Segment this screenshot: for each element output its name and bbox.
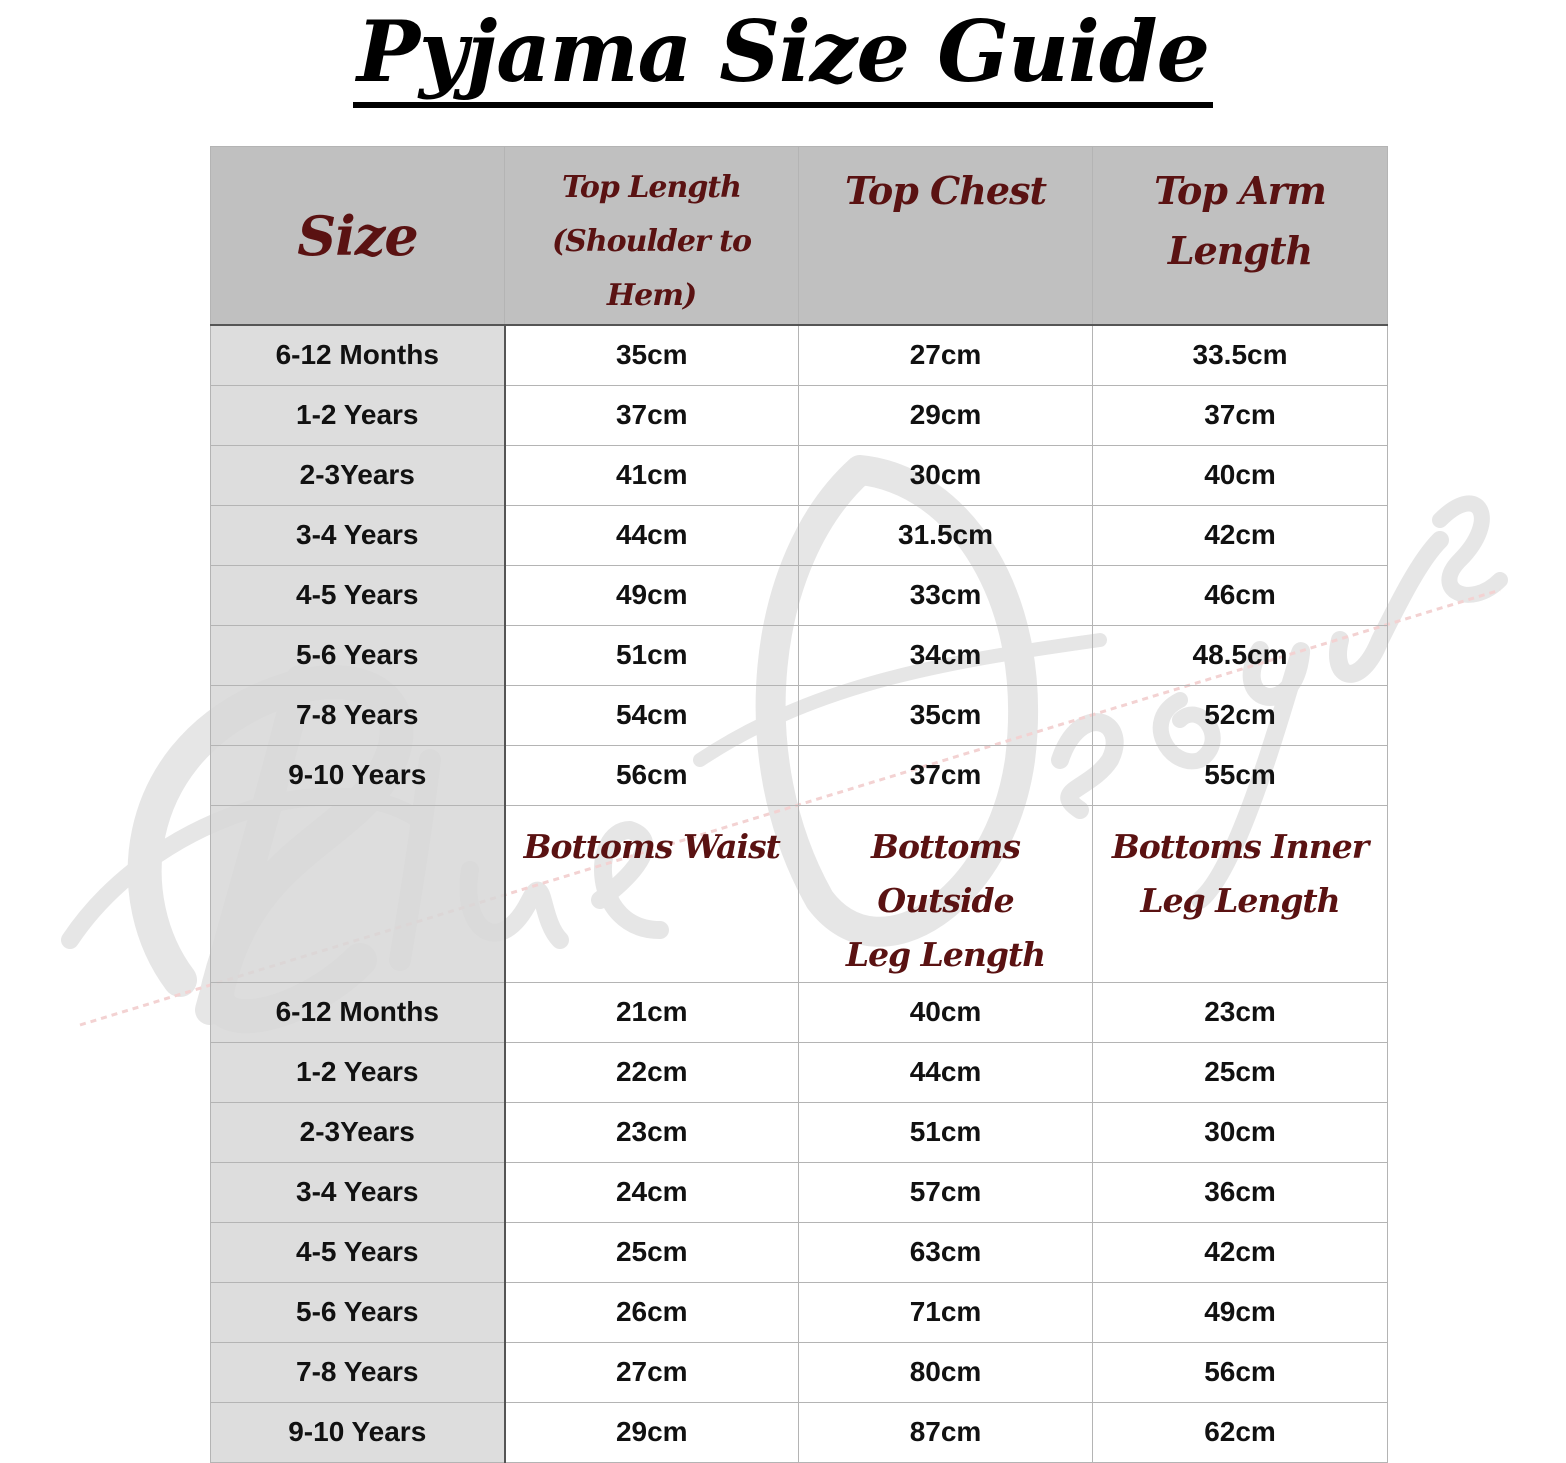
bottoms-waist-value: 27cm bbox=[505, 1342, 799, 1402]
top-arm-value: 42cm bbox=[1093, 505, 1388, 565]
bottoms-outside-leg-value: 63cm bbox=[799, 1222, 1093, 1282]
bottoms-outside-leg-value: 40cm bbox=[799, 982, 1093, 1042]
size-label: 9-10 Years bbox=[211, 745, 505, 805]
page-title-wrapper bbox=[0, 2, 1566, 108]
bottoms-waist-value: 26cm bbox=[505, 1282, 799, 1342]
bottoms-inner-leg-header-cell bbox=[1093, 805, 1388, 982]
page-title: Pyjama Size Guide bbox=[353, 2, 1213, 108]
bottoms-waist-value: 29cm bbox=[505, 1402, 799, 1462]
size-label: 1-2 Years bbox=[211, 1042, 505, 1102]
table-row bbox=[211, 685, 1388, 745]
top-length-value: 44cm bbox=[505, 505, 799, 565]
table-row bbox=[211, 565, 1388, 625]
top-arm-value: 37cm bbox=[1093, 385, 1388, 445]
table-row bbox=[211, 1042, 1388, 1102]
top-chest-value: 33cm bbox=[799, 565, 1093, 625]
top-arm-value: 46cm bbox=[1093, 565, 1388, 625]
bottoms-inner-leg-value: 23cm bbox=[1093, 982, 1388, 1042]
table-row bbox=[211, 1282, 1388, 1342]
table-row bbox=[211, 1102, 1388, 1162]
bottoms-inner-leg-value: 36cm bbox=[1093, 1162, 1388, 1222]
top-chest-value: 30cm bbox=[799, 445, 1093, 505]
size-label: 2-3Years bbox=[211, 1102, 505, 1162]
bottoms-outside-leg-value: 51cm bbox=[799, 1102, 1093, 1162]
size-label: 3-4 Years bbox=[211, 505, 505, 565]
bottoms-outside-leg-value: 80cm bbox=[799, 1342, 1093, 1402]
bottoms-inner-leg-value: 25cm bbox=[1093, 1042, 1388, 1102]
top-chest-value: 34cm bbox=[799, 625, 1093, 685]
bottoms-inner-leg-value: 42cm bbox=[1093, 1222, 1388, 1282]
top-arm-value: 48.5cm bbox=[1093, 625, 1388, 685]
bottoms-inner-leg-value: 56cm bbox=[1093, 1342, 1388, 1402]
top-length-header-cell bbox=[505, 147, 799, 326]
table-row bbox=[211, 445, 1388, 505]
bottoms-header-row bbox=[211, 805, 1388, 982]
top-length-value: 56cm bbox=[505, 745, 799, 805]
bottoms-waist-value: 25cm bbox=[505, 1222, 799, 1282]
size-label: 4-5 Years bbox=[211, 1222, 505, 1282]
top-arm-header-line2: Length bbox=[1167, 228, 1313, 273]
bottoms-outside-leg-value: 87cm bbox=[799, 1402, 1093, 1462]
size-label: 3-4 Years bbox=[211, 1162, 505, 1222]
size-label: 9-10 Years bbox=[211, 1402, 505, 1462]
bottoms-inner-leg-header: Bottoms Inner bbox=[1111, 826, 1369, 866]
top-arm-value: 55cm bbox=[1093, 745, 1388, 805]
top-chest-value: 31.5cm bbox=[799, 505, 1093, 565]
bottoms-waist-value: 24cm bbox=[505, 1162, 799, 1222]
bottoms-inner-leg-header-line2: Leg Length bbox=[1140, 880, 1340, 920]
table-row bbox=[211, 1402, 1388, 1462]
top-arm-header: Top Arm bbox=[1154, 168, 1326, 213]
top-arm-value: 40cm bbox=[1093, 445, 1388, 505]
top-arm-value: 33.5cm bbox=[1093, 325, 1388, 385]
table-row bbox=[211, 1342, 1388, 1402]
top-arm-header-cell bbox=[1093, 147, 1388, 326]
bottoms-inner-leg-value: 49cm bbox=[1093, 1282, 1388, 1342]
size-header: Size bbox=[297, 203, 418, 268]
bottoms-waist-value: 23cm bbox=[505, 1102, 799, 1162]
table-row bbox=[211, 1162, 1388, 1222]
bottoms-outside-leg-value: 71cm bbox=[799, 1282, 1093, 1342]
bottoms-outside-leg-value: 57cm bbox=[799, 1162, 1093, 1222]
size-label: 6-12 Months bbox=[211, 325, 505, 385]
table-row bbox=[211, 745, 1388, 805]
bottoms-waist-header-cell bbox=[505, 805, 799, 982]
top-length-value: 49cm bbox=[505, 565, 799, 625]
top-length-value: 51cm bbox=[505, 625, 799, 685]
top-length-value: 37cm bbox=[505, 385, 799, 445]
bottoms-waist-value: 21cm bbox=[505, 982, 799, 1042]
bottoms-size-header-cell bbox=[211, 805, 505, 982]
bottoms-outside-leg-header-cell bbox=[799, 805, 1093, 982]
bottoms-outside-leg-header: Bottoms Outside bbox=[871, 826, 1020, 920]
size-label: 7-8 Years bbox=[211, 1342, 505, 1402]
table-row bbox=[211, 982, 1388, 1042]
table-row bbox=[211, 1222, 1388, 1282]
bottoms-outside-leg-header-line2: Leg Length bbox=[845, 934, 1046, 974]
bottoms-outside-leg-value: 44cm bbox=[799, 1042, 1093, 1102]
top-chest-value: 37cm bbox=[799, 745, 1093, 805]
top-length-value: 41cm bbox=[505, 445, 799, 505]
bottoms-waist-value: 22cm bbox=[505, 1042, 799, 1102]
table-row bbox=[211, 505, 1388, 565]
size-label: 1-2 Years bbox=[211, 385, 505, 445]
size-header-cell bbox=[211, 147, 505, 326]
tops-header-row bbox=[211, 147, 1388, 326]
top-chest-value: 35cm bbox=[799, 685, 1093, 745]
table-row bbox=[211, 325, 1388, 385]
size-label: 7-8 Years bbox=[211, 685, 505, 745]
size-label: 5-6 Years bbox=[211, 1282, 505, 1342]
top-chest-header-cell bbox=[799, 147, 1093, 326]
bottoms-inner-leg-value: 30cm bbox=[1093, 1102, 1388, 1162]
top-length-value: 54cm bbox=[505, 685, 799, 745]
top-chest-value: 29cm bbox=[799, 385, 1093, 445]
size-label: 2-3Years bbox=[211, 445, 505, 505]
bottoms-waist-header: Bottoms Waist bbox=[523, 826, 780, 866]
top-chest-header: Top Chest bbox=[844, 168, 1047, 213]
size-label: 6-12 Months bbox=[211, 982, 505, 1042]
table-row bbox=[211, 385, 1388, 445]
bottoms-inner-leg-value: 62cm bbox=[1093, 1402, 1388, 1462]
top-length-value: 35cm bbox=[505, 325, 799, 385]
size-label: 5-6 Years bbox=[211, 625, 505, 685]
size-label: 4-5 Years bbox=[211, 565, 505, 625]
top-length-header: Top Length bbox=[562, 170, 741, 205]
top-length-subheader: (Shoulder to Hem) bbox=[551, 224, 752, 313]
top-chest-value: 27cm bbox=[799, 325, 1093, 385]
top-arm-value: 52cm bbox=[1093, 685, 1388, 745]
size-guide-table bbox=[210, 146, 1388, 1463]
table-row bbox=[211, 625, 1388, 685]
